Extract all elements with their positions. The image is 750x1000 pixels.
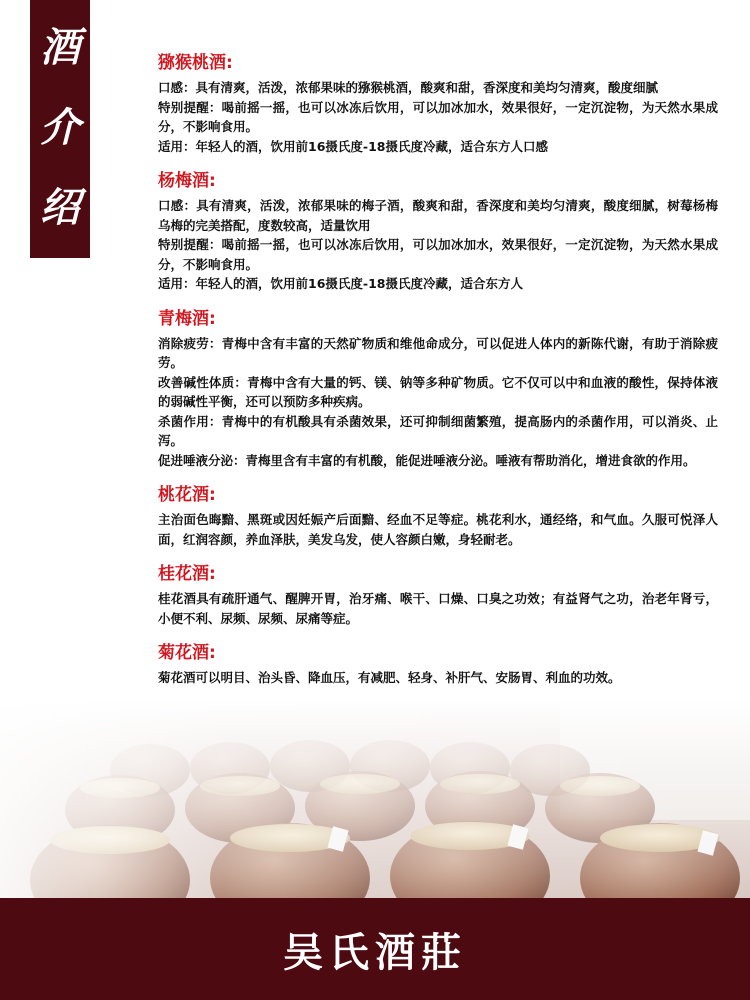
paragraph: 特别提醒：喝前摇一摇，也可以冰冻后饮用，可以加冰加水，效果很好，一定沉淀物，为天然水果成分，不影响食用。 <box>158 237 718 272</box>
side-banner <box>30 0 90 258</box>
section-title: 桂花酒: <box>158 564 216 584</box>
paragraph: 适用：年轻人的酒，饮用前16摄氏度-18摄氏度冷藏，适合东方人口感 <box>158 138 548 154</box>
paragraph: 菊花酒可以明目、治头昏、降血压，有减肥、轻身、补肝气、安肠胃、利血的功效。 <box>158 670 621 685</box>
paragraph: 适用：年轻人的酒，饮用前16摄氏度-18摄氏度冷藏，适合东方人 <box>158 276 523 291</box>
section-title: 猕猴桃酒: <box>158 53 233 73</box>
paragraph: 改善碱性体质：青梅中含有大量的钙、镁、钠等多种矿物质。它不仅可以中和血液的酸性，保持体液的弱碱性平衡，还可以预防多种疾病。 <box>158 374 718 409</box>
paragraph: 特别提醒：喝前摇一摇，也可以冰冻后饮用，可以加冰加水，效果很好，一定沉淀物，为天然水果成分，不影响食用。 <box>158 99 718 134</box>
paragraph: 杀菌作用：青梅中的有机酸具有杀菌效果，还可抑制细菌繁殖，提高肠内的杀菌作用，可以消炎、止泻。 <box>158 413 718 448</box>
paragraph: 主治面色晦黯、黑斑或因妊娠产后面黯、经血不足等症。桃花利水，通经络，和气血。久服可悦泽人面，红润容颜，养血泽肤，美发乌发，使人容颜白嫩，身轻耐老。 <box>158 512 718 547</box>
paragraph: 桂花酒具有疏肝通气、醒脾开胃，治牙痛、喉干、口燥、口臭之功效；有益肾气之功，治老年肾亏，小便不利、尿频、尿频、尿痛等症。 <box>158 591 718 626</box>
section-osmanthus-wine <box>158 563 718 628</box>
banner-char-2: 介 <box>40 104 80 151</box>
paragraph: 促进唾液分泌：青梅里含有丰富的有机酸，能促进唾液分泌。唾液有帮助消化，增进食欲的作用。 <box>158 452 696 468</box>
section-title: 菊花酒: <box>158 643 216 663</box>
banner-char-3: 绍 <box>40 184 80 231</box>
section-title: 青梅酒: <box>158 308 216 329</box>
banner-char-1: 酒 <box>40 24 80 71</box>
section-green-plum-wine <box>158 308 718 471</box>
content <box>158 52 718 702</box>
section-title: 杨梅酒: <box>158 171 216 191</box>
wine-jar-cellar-image <box>0 700 750 900</box>
paragraph: 消除疲劳：青梅中含有丰富的天然矿物质和维他命成分，可以促进人体内的新陈代谢，有助于消除疲劳。 <box>158 335 718 370</box>
section-peach-blossom-wine <box>158 484 718 549</box>
paragraph: 口感：具有清爽，活泼，浓郁果味的猕猴桃酒，酸爽和甜，香深度和美均匀清爽，酸度细腻 <box>158 80 659 95</box>
section-chrysanthemum-wine <box>158 642 718 688</box>
brand-name: 吴氏酒莊 <box>283 928 467 976</box>
section-title: 桃花酒: <box>158 485 216 505</box>
section-bayberry-wine <box>158 170 718 294</box>
footer-banner <box>0 898 750 1000</box>
section-kiwi-wine <box>158 52 718 156</box>
paragraph: 口感：具有清爽，活泼，浓郁果味的梅子酒，酸爽和甜，香深度和美均匀清爽，酸度细腻，树莓杨梅乌梅的完美搭配，度数较高，适量饮用 <box>158 198 718 233</box>
